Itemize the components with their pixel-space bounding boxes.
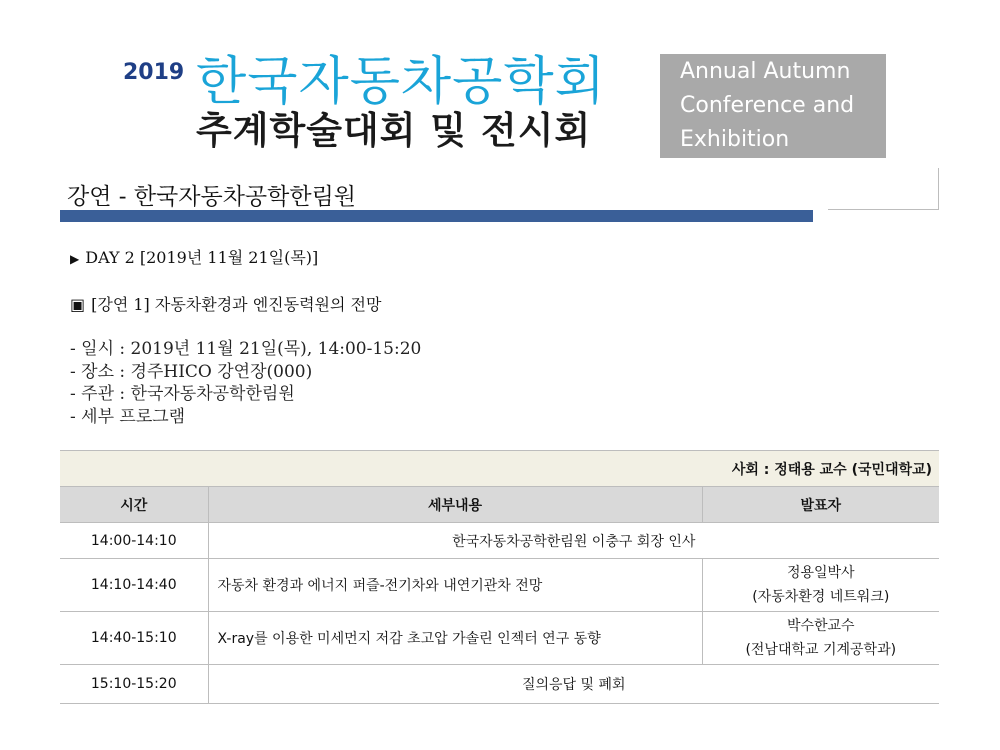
header-english-line-2: Conference and [680,93,855,118]
table-row [60,665,939,704]
lecture-title [70,292,381,315]
row-presenter [702,612,939,665]
table-row [60,523,939,559]
table-row [60,612,939,665]
row-content: X-ray를 이용한 미세먼지 저감 초고압 가솔린 인젝터 연구 동향 [208,612,702,665]
header-content: 세부내용 [208,487,702,523]
header-presenter: 발표자 [702,487,939,523]
row-time: 14:00-14:10 [60,523,208,559]
presenter-org: (전남대학교 기계공학과) [745,642,897,658]
day-label [70,245,318,268]
presenter-org: (자동차환경 네트워크) [752,589,890,605]
header-subtitle-korean: 추계학술대회 및 전시회 [196,109,592,152]
info-organizer: - 주관 : 한국자동차공학한림원 [70,384,295,404]
row-content: 자동차 환경과 에너지 퍼즐-전기차와 내연기관차 전망 [208,559,702,612]
section-underline-bar [60,210,813,222]
day-label-text: DAY 2 [2019년 11월 21일(목)] [85,248,319,267]
header-english-line-1: Annual Autumn [680,59,851,84]
row-content: 질의응답 및 폐회 [208,665,939,704]
section-frame-right-line [938,168,939,210]
square-box-icon: ▣ [70,295,86,314]
row-time: 14:40-15:10 [60,612,208,665]
row-content: 한국자동차공학한림원 이충구 회장 인사 [208,523,939,559]
right-triangle-icon: ▶ [70,252,80,266]
table-row [60,559,939,612]
presenter-name: 박수한교수 [786,618,855,634]
info-program-label: - 세부 프로그램 [70,406,186,427]
section-frame-bottom-line [828,209,939,210]
lecture-info-list [70,338,421,428]
row-time: 15:10-15:20 [60,665,208,704]
moderator-row [60,451,939,487]
header-year: 2019 [123,60,185,85]
header-time: 시간 [60,487,208,523]
program-table [60,450,939,704]
row-time: 14:10-14:40 [60,559,208,612]
table-header-row [60,487,939,523]
section-title: 강연 - 한국자동차공학한림원 [67,184,357,210]
header-title-korean: 한국자동차공학회 [196,52,606,112]
moderator-text: 사회 : 정태용 교수 (국민대학교) [60,451,939,487]
header-english-box [660,54,886,158]
header-english-line-3: Exhibition [680,127,790,152]
info-datetime: - 일시 : 2019년 11월 21일(목), 14:00-15:20 [70,339,422,359]
presenter-name: 정용일박사 [786,565,855,581]
row-presenter [702,559,939,612]
info-venue: - 장소 : 경주HICO 강연장(000) [70,361,313,382]
lecture-title-text: [강연 1] 자동차환경과 엔진동력원의 전망 [91,295,382,314]
